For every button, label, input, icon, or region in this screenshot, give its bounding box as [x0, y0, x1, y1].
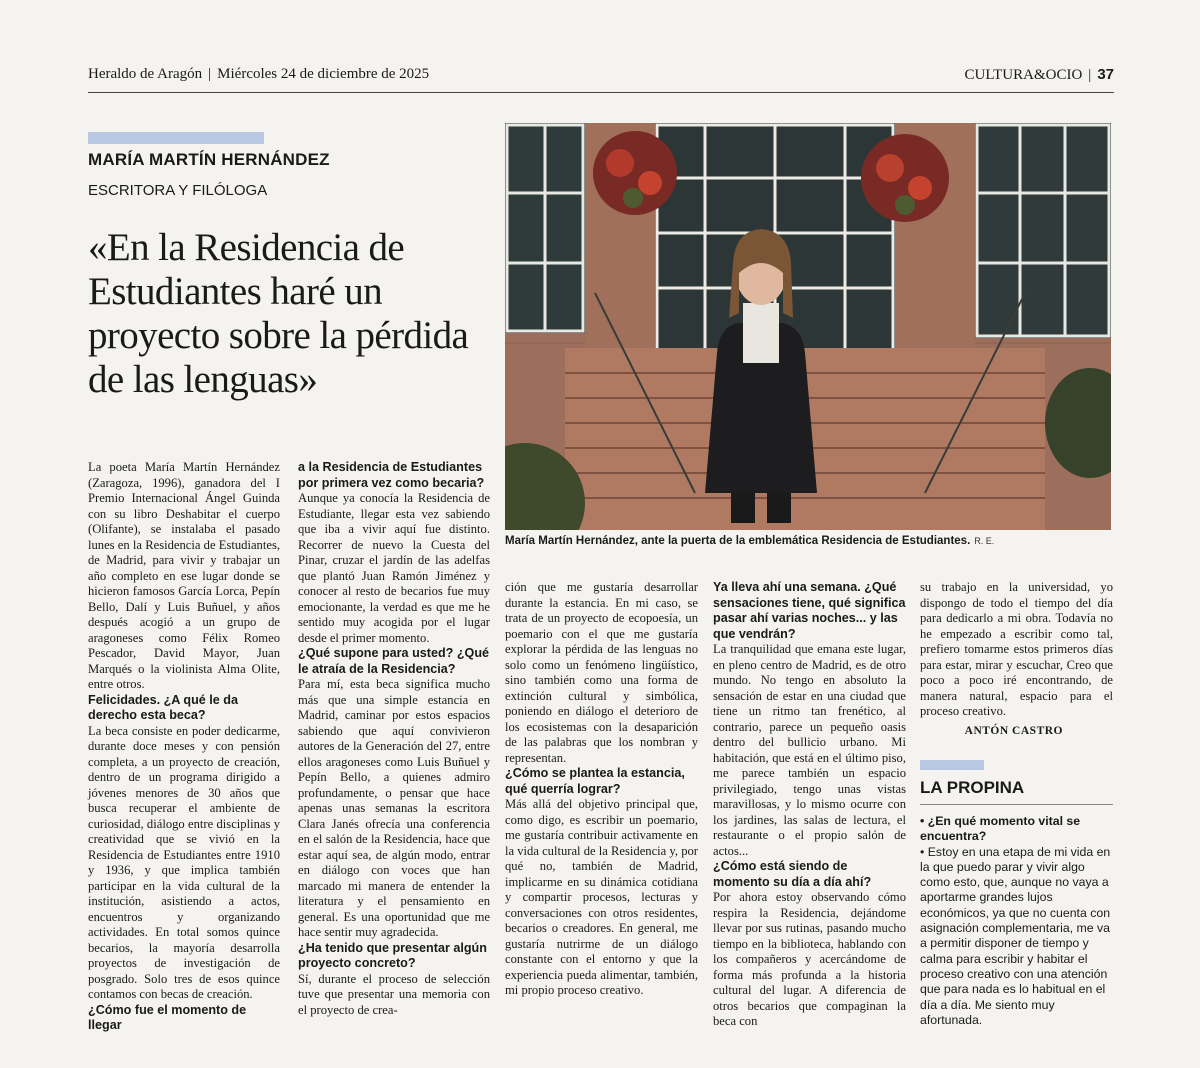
interviewee-name: MARÍA MARTÍN HERNÁNDEZ	[88, 150, 330, 169]
answer-6: La tranquilidad que emana este lugar, en pleno centro de Madrid, es de otro mundo. No tengo en absoluto la sensación de estar en una ciudad que tiene un ritmo tan frenético, al contrario, parece un pequeño oasis dentro del bullicio urbano. Mi habitación, que está en el último piso, me parece también un espacio privilegiado, tengo unas vistas maravillosas, y lo mismo ocurre con los jardines, las salas de lectura, el restaurante o el propio salón de actos...	[713, 642, 906, 858]
header-separator: |	[208, 66, 212, 82]
question-7: ¿Cómo está siendo de momento su día a día ahí?	[713, 859, 872, 889]
answer-1: La beca consiste en poder dedicarme, durante doce meses y con pensión completa, a un proyecto de creación, dentro de un programa dirigido a jóvenes menores de 30 años que busca recuperar el ambiente de curiosidad, diálogo entre disciplinas y creatividad que se vivió en la Residencia de Estudiantes entre 1910 y 1936, y que implica también participar en la vida cultural de la institución, asistiendo a actos, encuentros y organizando actividades. En total somos quince becarios, la mayoría desarrolla proyectos de investigación de posgrado. Solo tres de esos quince contamos con becas de creación.	[88, 723, 280, 1001]
page-number: 37	[1097, 66, 1114, 83]
propina-question: • ¿En qué momento vital se encuentra?	[920, 814, 1081, 844]
intro-paragraph: La poeta María Martín Hernández (Zaragoza, 1996), ganadora del I Premio Internacional Ángel Guinda con su libro Deshabitar el cuerpo (Olifante), se instalaba el pasado lunes en la Residencia de Estudiantes, de Madrid, para vivir y trabajar un año completo en ese lugar donde se hicieron famosos García Lorca, Pepín Bello, Dalí y Luis Buñuel, y años después acogió a un grupo de aragoneses como Félix Romeo Pescador, David Mayor, Juan Marqués o la violinista Alma Olite, entre otros.	[88, 460, 280, 691]
article-photo	[505, 123, 1111, 530]
article-column-3	[505, 580, 698, 999]
headline: «En la Residencia de Estudiantes haré un proyecto sobre la pérdida de las lenguas»	[88, 226, 469, 401]
answer-7-start: Por ahora estoy observando cómo respira la Residencia, dejándome llevar por sus rutinas, pasando mucho tiempo en la biblioteca, hablando con los compañeros y acercándome de forma más profunda a la historia cultural del lugar. A diferencia de otros becarios que compaginan la beca con	[713, 890, 906, 1028]
propina-accent-bar	[920, 760, 984, 770]
author-signature: ANTÓN CASTRO	[964, 724, 1063, 737]
propina-title: LA PROPINA	[920, 778, 1025, 797]
photo-illustration	[505, 123, 1111, 530]
question-1: Felicidades. ¿A qué le da derecho esta beca?	[88, 692, 238, 722]
page-header	[88, 66, 1114, 88]
article-column-4	[713, 580, 906, 1030]
answer-2: Aunque ya conocía la Residencia de Estudiante, llegar esta vez sabiendo que iba a vivir aquí fue distinto. Recorrer de nuevo la Cuesta del Pinar, cruzar el jardín de las adelfas que plantó Juan Ramón Jiménez y conocer al resto de becarios fue muy emocionante, la verdad es que me he sentido muy acogida por el lugar desde el primer momento.	[298, 491, 490, 645]
header-divider	[88, 92, 1114, 93]
photo-credit: R. E.	[974, 536, 995, 546]
newspaper-name: Heraldo de Aragón	[88, 66, 203, 82]
article-column-1	[88, 460, 280, 1034]
header-left	[88, 66, 429, 83]
caption-text: María Martín Hernández, ante la puerta de la emblemática Residencia de Estudiantes.	[505, 535, 971, 547]
publication-date: Miércoles 24 de diciembre de 2025	[217, 66, 430, 82]
question-2-end: a la Residencia de Estudiantes por primera vez como becaria?	[298, 460, 485, 490]
article-column-5	[920, 580, 1113, 739]
header-right	[965, 66, 1115, 84]
answer-4-end: ción que me gustaría desarrollar durante la estancia. En mi caso, se trata de un proyecto de ecopoesía, un poemario con el que me gustaría explorar la pérdida de las lenguas no solo como un fenómeno lingüístico, sino también como una forma de extinción cultural y simbólica, poniendo en diálogo el deterioro de los ecosistemas con la desaparición de las palabras que los nombran y representan.	[505, 580, 698, 765]
article-column-2	[298, 460, 490, 1018]
question-4: ¿Ha tenido que presentar algún proyecto concreto?	[298, 940, 487, 970]
propina-answer: • Estoy en una etapa de mi vida en la que puedo parar y vivir algo como esto, que, aunque no vaya a aportarme grandes lujos económicos, ya que no cuenta con asignación complementaria, me va a permitir disponer de tiempo y calma para escribir y habitar el proceso creativo con una atención que para nada es lo habitual en el día a día. Me siento muy afortunada.	[920, 844, 1111, 1027]
answer-5: Más allá del objetivo principal que, como digo, es escribir un poemario, me gustaría contribuir activamente en la vida cultural de la Residencia y, por qué no, también de Madrid, implicarme en su dinámica cotidiana y compartir procesos, lecturas y conversaciones con otros residentes, becarios o creadores. En general, me gustaría nutrirme de un diálogo constante con el entorno y que la experiencia pueda alimentar, también, mi propio proceso creativo.	[505, 797, 698, 997]
answer-7-end: su trabajo en la universidad, yo dispongo de todo el tiempo del día para dedicarlo a mi obra. Todavía no he empezado a escribir como tal, prefiero tomarme estos primeros días para estar, mirar y escuchar, Creo que poco a poco iré encontrando, de manera natural, espacio para el proceso creativo.	[920, 580, 1113, 718]
header-separator: |	[1088, 67, 1092, 83]
propina-box	[920, 814, 1113, 1028]
interviewee-role: ESCRITORA Y FILÓLOGA	[88, 182, 268, 199]
question-2-start: ¿Cómo fue el momento de llegar	[88, 1002, 247, 1032]
photo-caption	[505, 535, 994, 547]
question-6: Ya lleva ahí una semana. ¿Qué sensaciones tiene, qué significa pasar ahí varias noches... y las que vendrán?	[713, 580, 906, 641]
answer-4-start: Sí, durante el proceso de selección tuve que presentar una memoria con el proyecto de crea-	[298, 971, 490, 1017]
question-5: ¿Cómo se plantea la estancia, qué querría lograr?	[505, 766, 685, 796]
answer-3: Para mí, esta beca significa mucho más que una simple estancia en Madrid, caminar por estos espacios sabiendo que aquí convivieron autores de la Generación del 27, entre ellos aragoneses como Luis Buñuel y Pepín Bello, a quienes admiro profundamente, o pensar que hace apenas unas semanas la escritora Clara Janés ofrecía una conferencia en el salón de la Residencia, hace que estar aquí sea, de algún modo, entrar en diálogo con voces que han marcado mi manera de entender la literatura y el pensamiento en general. Es una oportunidad que me hace sentir muy agradecida.	[298, 677, 490, 939]
section-name: CULTURA&OCIO	[964, 67, 1083, 83]
propina-divider	[920, 804, 1113, 805]
accent-bar	[88, 132, 264, 144]
question-3: ¿Qué supone para usted? ¿Qué le atraía de la Residencia?	[298, 646, 490, 676]
